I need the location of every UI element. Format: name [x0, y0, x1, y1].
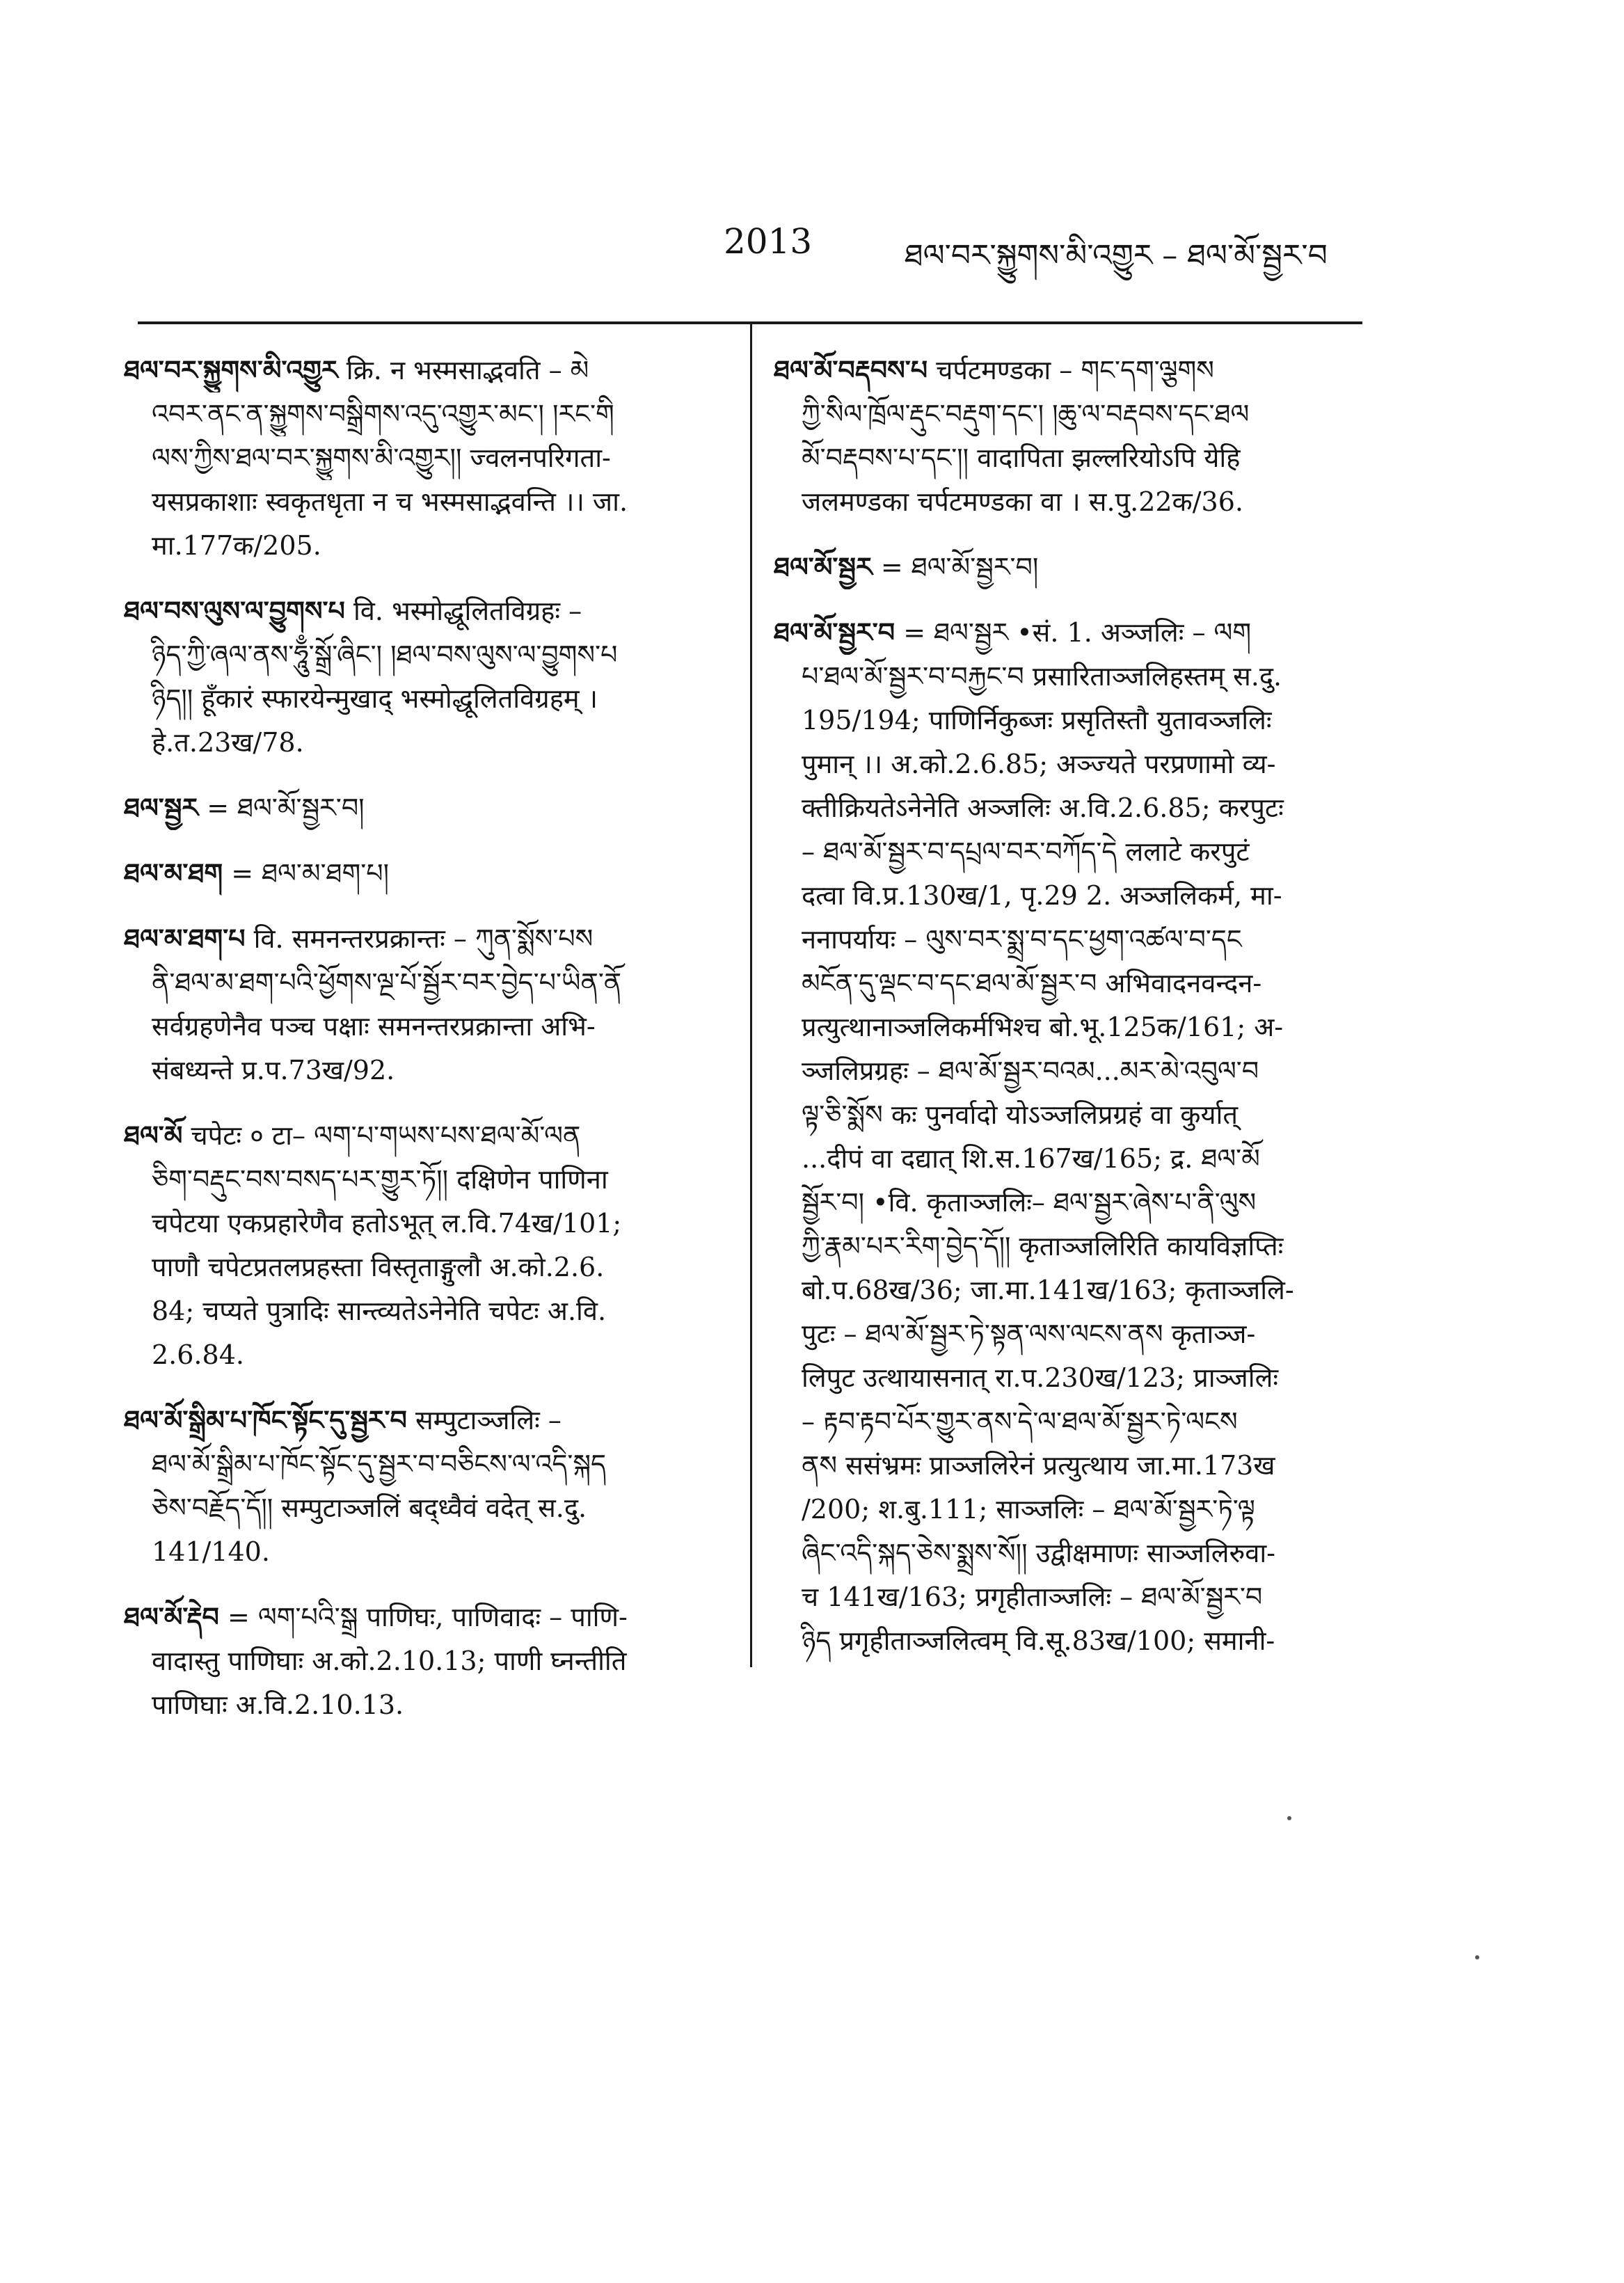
dictionary-entry [124, 1398, 729, 1574]
entry-headword: ཐལ་མོ་སྒྲིམ་པ་ཁོང་སྟོང་དུ་སྦྱར་བ [124, 1404, 407, 1435]
entry-first-line [774, 545, 1364, 589]
entry-text: = ཐལ་མོ་སྦྱར་བ། [207, 793, 365, 823]
entry-line: चपेटया एकप्रहारेणैव हतोऽभूत् ल.वि.74ख/101; [152, 1208, 622, 1239]
entry-line: पुमान् ।। अ.को.2.6.85; अञ्ज्यते परप्रणामो व्य- [802, 749, 1276, 779]
entry-line: ञ्जलिप्रग्रहः – ཐལ་མོ་སྦྱར་བའམ...མར་མེ་འབུལ་བ [802, 1056, 1259, 1086]
dictionary-entry [124, 786, 729, 830]
entry-first-line [124, 1398, 729, 1442]
entry-headword: ཐལ་མོ་རྡེབ [124, 1601, 219, 1632]
entry-line: ཀྱི་སིལ་ཁྲོལ་རྡུང་བརྡུག་དང་། །ཆུ་ལ་བརྡབས་དང་ཐལ [802, 399, 1250, 429]
entry-line: यसप्रकाशाः स्वकृतधृता न च भस्मसाद्भवन्ति ।। जा. [152, 486, 628, 517]
entry-first-line [124, 851, 729, 896]
entry-first-line [774, 348, 1364, 392]
entry-line: ནི་ཐལ་མ་ཐག་པའི་ཕྱོགས་ལྔ་པོ་སྦྱོར་བར་བྱེད་པ་ཡིན་ནོ [152, 967, 622, 998]
entry-text: वि. भस्मोद्धूलितविग्रहः – [353, 596, 582, 626]
entry-first-line [124, 786, 729, 830]
entry-first-line [124, 348, 729, 392]
entry-headword: ཐལ་མོ་བརྡབས་པ [774, 354, 928, 385]
entry-line: པ་ཐལ་མོ་སྦྱར་བ་བརྐྱང་བ प्रसारिताञ्जलिहस्तम् स.दु. [802, 661, 1282, 692]
dictionary-entry [124, 589, 729, 765]
column-divider [750, 324, 752, 1667]
scan-speck [1475, 1955, 1479, 1959]
entry-line: दत्वा वि.प्र.130ख/1, पृ.29 2. अञ्जलिकर्म, मा- [802, 880, 1282, 911]
entry-line: ཐལ་མོ་སྒྲིམ་པ་ཁོང་སྟོང་དུ་སྦྱར་བ་བཅིངས་ལ་འདི་སྐད [152, 1449, 607, 1479]
entry-headword: ཐལ་མ་ཐག་པ [124, 923, 246, 954]
entry-line: च 141ख/163; प्रगृहीताञ्जलिः – ཐལ་མོ་སྦྱར་བ [802, 1582, 1263, 1612]
entry-text: चपेटः ० टा– ལག་པ་གཡས་པས་ཐལ་མོ་ལན [191, 1120, 581, 1151]
entry-line: जलमण्डका चर्पटमण्डका वा । स.पु.22क/36. [802, 486, 1243, 517]
entry-line: 2.6.84. [152, 1339, 244, 1370]
entry-line: ཉིད།། हूँकारं स्फारयेन्मुखाद् भस्मोद्धूलितविग्रहम् । [152, 683, 598, 714]
entry-text: वि. समनन्तरप्रक्रान्तः – ཀུན་སྨོས་པས [253, 923, 594, 954]
entry-line: /200; श.बु.111; साञ्जलिः – ཐལ་མོ་སྦྱར་ཏེ་ལྟ [802, 1494, 1255, 1525]
entry-headword: ཐལ་སྦྱར [124, 792, 199, 823]
entry-line: पाणिघाः अ.वि.2.10.13. [152, 1689, 404, 1720]
entry-first-line [124, 1595, 729, 1639]
entry-text: = ཐལ་མ་ཐག་པ། [231, 858, 390, 889]
left-column [124, 348, 729, 1748]
dictionary-entry [774, 348, 1364, 524]
dictionary-entry [774, 610, 1364, 1663]
right-column [774, 348, 1364, 1684]
entry-line: ...दीपं वा दद्यात् शि.स.167ख/165; द्र. ཐལ་མོ [802, 1143, 1260, 1174]
dictionary-entry [124, 348, 729, 568]
entry-line: མངོན་དུ་ལྡང་བ་དང་ཐལ་མོ་སྦྱར་བ अभिवादनवन्दन- [802, 968, 1262, 999]
entry-first-line [124, 1113, 729, 1158]
entry-headword: ཐལ་མ་ཐག [124, 857, 223, 889]
entry-line: 195/194; पाणिर्निकुब्जः प्रसृतिस्तौ युतावञ्जलिः [802, 705, 1272, 735]
entry-line: ཉིད་ཀྱི་ཞལ་ནས་ཧཱུྃ་སྒྲོ་ཞིང་། །ཐལ་བས་ལུས་ལ་བྱུགས་པ [152, 639, 618, 670]
entry-line: ལྟ་ཅི་སྨོས कः पुनर्वादो योऽञ्जलिप्रग्रहं वा कुर्यात् [802, 1099, 1239, 1130]
entry-line: ननापर्यायः – ལུས་བར་སྨྲ་བ་དང་ཕྱག་འཚལ་བ་དང [802, 924, 1242, 955]
entry-line: मा.177क/205. [152, 530, 321, 561]
entry-line: ཅིག་བརྡུང་བས་བསད་པར་གྱུར་ཏོ།། दक्षिणेन पाणिना [152, 1164, 608, 1195]
entry-first-line [124, 916, 729, 961]
entry-line: 84; चप्यते पुत्रादिः सान्त्व्यतेऽनेनेति चपेटः अ.वि. [152, 1296, 607, 1326]
entry-text: = ཐལ་སྦྱར •सं. 1. अञ्जलिः – ལག [903, 617, 1252, 648]
entry-line: ཅེས་བརྗོད་དོ།། सम्पुटाञ्जलिं बद्ध्वैवं वदेत् स.दु. [152, 1493, 587, 1523]
dictionary-entry [774, 545, 1364, 589]
entry-line: ཞིང་འདི་སྐད་ཅེས་སྨྲས་སོ།། उद्वीक्षमाणः साञ्जलिरुवा- [802, 1538, 1276, 1568]
entry-line: 141/140. [152, 1536, 270, 1567]
entry-line: पाणौ चपेटप्रतलप्रहस्ता विस्तृताङ्गुलौ अ.को.2.6. [152, 1252, 605, 1282]
entry-line: ལས་ཀྱིས་ཐལ་བར་སྐྱུགས་མི་འགྱུར།། ज्वलनपरिगता- [152, 443, 611, 473]
dictionary-entry [124, 916, 729, 1092]
entry-line: बो.प.68ख/36; जा.मा.141ख/163; कृताञ्जलि- [802, 1275, 1294, 1305]
entry-line: लिपुट उत्थायासनात् रा.प.230ख/123; प्राञ्जलिः [802, 1362, 1279, 1393]
page-number: 2013 [724, 221, 813, 262]
entry-line: ནས ससंभ्रमः प्राञ्जलिरेनं प्रत्युत्थाय जा.मा.173ख [802, 1450, 1275, 1481]
entry-text: चर्पटमण्डका – གང་དག་ལྕགས [936, 355, 1214, 385]
entry-headword: ཐལ་བར་སྐྱུགས་མི་འགྱུར [124, 354, 338, 385]
entry-line: – ཐལ་མོ་སྦྱར་བ་དཔྲལ་བར་བཀོད་དེ ललाटे करपुटं [802, 836, 1250, 867]
entry-text: सम्पुटाञ्जलिः – [415, 1405, 562, 1435]
entry-text: = ལག་པའི་སྒྲ पाणिघः, पाणिवादः – पाणि- [227, 1602, 628, 1632]
entry-line: पुटः – ཐལ་མོ་སྦྱར་ཏེ་སྟན་ལས་ལངས་ནས कृताञ्ज- [802, 1319, 1256, 1349]
entry-line: ཀྱི་རྣམ་པར་རིག་བྱེད་དོ།། कृताञ्जलिरिति कायविज्ञप्तिः [802, 1231, 1284, 1262]
dictionary-entry [124, 851, 729, 896]
entry-text: = ཐལ་མོ་སྦྱར་བ། [880, 552, 1039, 582]
entry-line: སྦྱོར་བ། •वि. कृताञ्जलिः– ཐལ་སྦྱར་ཞེས་པ་ནི་ལུས [802, 1187, 1257, 1218]
entry-first-line [774, 610, 1364, 655]
entry-headword: ཐལ་མོ་སྦྱར་བ [774, 617, 895, 648]
entry-line: ཉིད प्रगृहीताञ्जलित्वम् वि.सू.83ख/100; समानी- [802, 1625, 1275, 1656]
entry-headword: ཐལ་མོ་སྦྱར [774, 551, 873, 582]
entry-line: वादास्तु पाणिघाः अ.को.2.10.13; पाणी घ्नन्तीति [152, 1646, 627, 1676]
entry-line: – རྟབ་རྟབ་པོར་གྱུར་ནས་དེ་ལ་ཐལ་མོ་སྦྱར་ཏེ་ལངས [802, 1406, 1238, 1437]
entry-line: हे.त.23ख/78. [152, 727, 304, 758]
entry-line: सर्वग्रहणेनैव पञ्च पक्षाः समनन्तरप्रक्रान्ता अभि- [152, 1011, 596, 1042]
entry-line: འབར་ནང་ན་སྐྱུགས་བསྒྲིགས་འདུ་འགྱུར་མང་། །རང་གི [152, 399, 614, 429]
entry-headword: ཐལ་མོ [124, 1120, 183, 1151]
entry-headword: ཐལ་བས་ལུས་ལ་བྱུགས་པ [124, 595, 345, 626]
entry-line: क्तीक्रियतेऽनेनेति अञ्जलिः अ.वि.2.6.85; करपुटः [802, 793, 1284, 823]
scan-speck [1287, 1816, 1291, 1820]
entry-text: क्रि. न भस्मसाद्भवति – མེ [346, 355, 589, 385]
running-head: ཐལ་བར་སྐྱུགས་མི་འགྱུར – ཐལ་མོ་སྦྱར་བ [905, 238, 1328, 273]
dictionary-entry [124, 1595, 729, 1727]
entry-line: संबध्यन्ते प्र.प.73ख/92. [152, 1055, 395, 1085]
entry-line: प्रत्युत्थानाञ्जलिकर्मभिश्च बो.भू.125क/161; अ- [802, 1012, 1284, 1042]
entry-line: མོ་བརྡབས་པ་དང་།། वादापिता झल्लरियोऽपि येहि [802, 443, 1241, 473]
entry-first-line [124, 589, 729, 633]
dictionary-entry [124, 1113, 729, 1377]
